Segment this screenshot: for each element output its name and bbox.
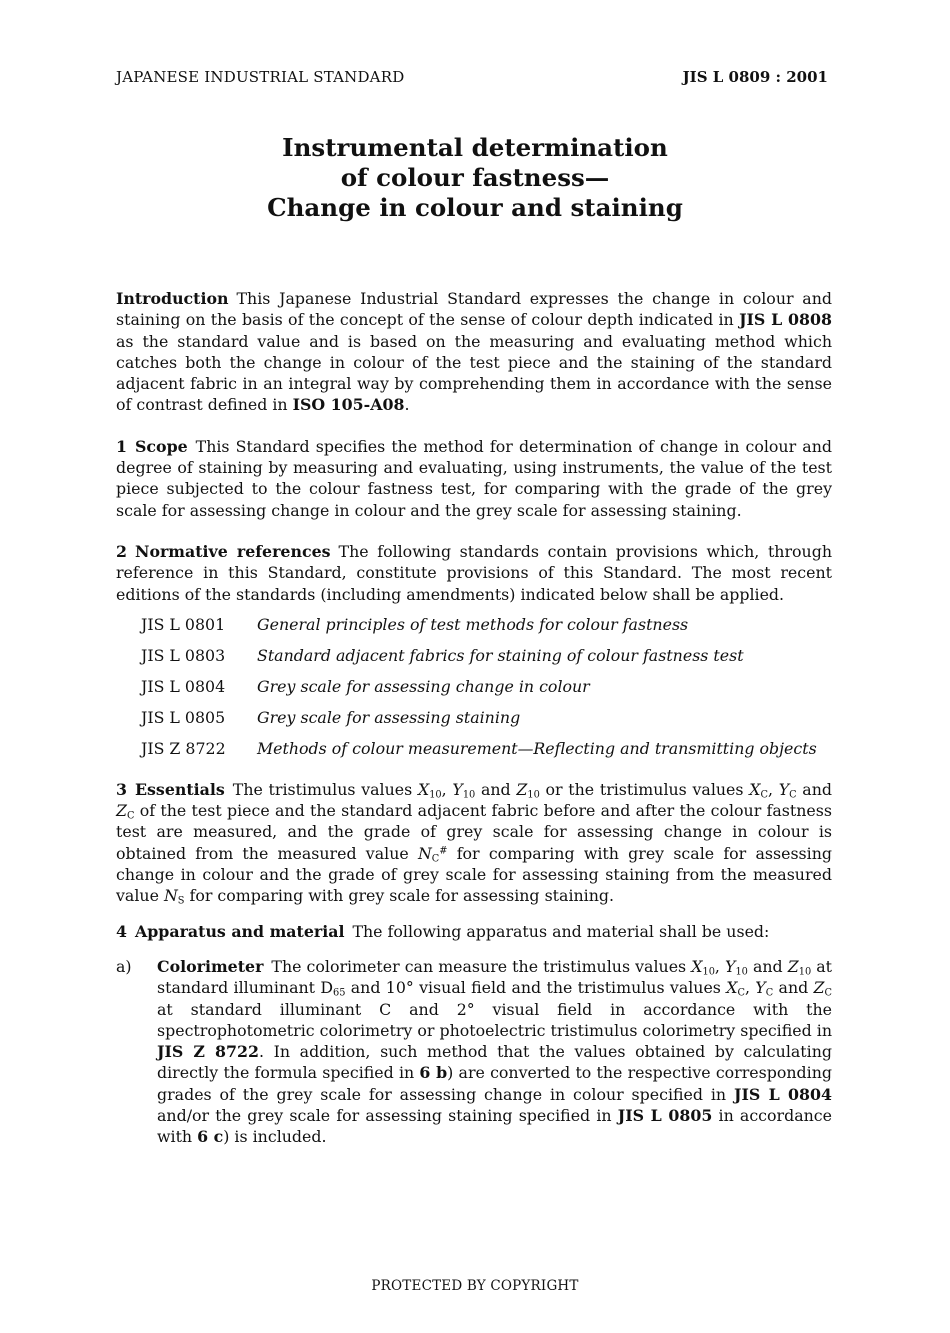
- reference-code: JIS Z 8722: [141, 738, 226, 758]
- reference-item: [141, 614, 832, 635]
- reference-item: [141, 645, 832, 666]
- reference-code: JIS L 0804: [141, 676, 226, 696]
- document-title: [0, 133, 950, 223]
- section-normative-references: 2 Normative references The following standards contain provisions which, through reference in this Standard, constitute provisions of this Standard. The most recent editions of the standards (including amendments) indicated below shall be applied.: [116, 541, 832, 604]
- reference-title: Methods of colour measurement—Reflecting and transmitting objects: [257, 738, 817, 758]
- reference-title: General principles of test methods for colour fastness: [257, 615, 689, 635]
- title-line-1: Instrumental determination: [282, 133, 668, 162]
- ref-jis-z-8722: JIS Z 8722: [157, 1042, 259, 1062]
- item-heading: Colorimeter: [157, 956, 264, 976]
- ref-jis-l-0808: JIS L 0808: [739, 310, 832, 330]
- section-scope: 1 Scope This Standard specifies the method for determination of change in colour and degree of staining by measuring and evaluating, using instruments, the value of the test piece subjected to the colour fastness test, for comparing with the grade of the grey scale for assessing change in colour and the grey scale for assessing staining.: [116, 436, 832, 520]
- ref-jis-l-0804: JIS L 0804: [733, 1084, 832, 1104]
- apparatus-item-colorimeter: [116, 956, 832, 1148]
- section-heading: Essentials: [135, 779, 225, 799]
- ref-clause-6c: 6 c: [197, 1127, 224, 1147]
- reference-title: Standard adjacent fabrics for staining of colour fastness test: [257, 646, 744, 666]
- item-text: Colorimeter The colorimeter can measure the tristimulus values $X_{10}$, $Y_{10}$ and $Z_{10}$ at standard illuminant $D_{65}$ and 10° visual field and the tristimulus values $X_C$, $Y_C$ and $Z_C$ at standard illuminant C and 2° visual field in accordance with the spectrophotometric colorimetry or photoelectric tristimulus colorimetry specified in JIS Z 8722. In addition, such method that the values obtained by calculating directly the formula specified in 6 b) are converted to the respective corresponding grades of the grey scale for assessing change in colour specified in JIS L 0804 and/or the grey scale for assessing staining specified in JIS L 0805 in accordance with 6 c) is included.: [157, 956, 833, 1147]
- section-number: 2: [116, 541, 127, 561]
- document-body: [116, 288, 832, 1148]
- header-standard-number: JIS L 0809 : 2001: [682, 68, 828, 86]
- reference-code: JIS L 0803: [141, 646, 226, 666]
- section-apparatus: 4 Apparatus and material The following apparatus and material shall be used:: [116, 921, 770, 941]
- section-essentials: 3 Essentials The tristimulus values $X_{10}$, $Y_{10}$ and $Z_{10}$ or the tristimulus values $X_C$, $Y_C$ and $Z_C$ of the test piece and the standard adjacent fabric before and after the colour fastness test are measured, and the grade of grey scale for assessing change in colour is obtained from the measured value $N_C^{\#}$ for comparing with grey scale for assessing change in colour and the grade of grey scale for assessing staining from the measured value $N_S$ for comparing with grey scale for assessing staining.: [116, 779, 833, 907]
- reference-list: [141, 614, 832, 758]
- reference-item: [141, 676, 832, 697]
- section-heading: Scope: [135, 436, 188, 456]
- reference-item: [141, 738, 832, 759]
- section-number: 1: [116, 436, 127, 456]
- title-line-3: Change in colour and staining: [267, 193, 683, 222]
- item-marker: a): [116, 956, 132, 976]
- reference-code: JIS L 0801: [141, 615, 226, 635]
- header-standard-type: JAPANESE INDUSTRIAL STANDARD: [116, 68, 405, 86]
- section-heading: Normative references: [135, 541, 331, 561]
- copyright-footer: PROTECTED BY COPYRIGHT: [371, 1278, 579, 1294]
- section-number: 4: [116, 921, 127, 941]
- ref-clause-6b: 6 b: [419, 1063, 448, 1083]
- title-line-2: of colour fastness—: [340, 163, 610, 192]
- introduction-label: Introduction: [116, 289, 229, 308]
- reference-code: JIS L 0805: [141, 707, 226, 727]
- reference-title: Grey scale for assessing staining: [257, 707, 521, 727]
- reference-title: Grey scale for assessing change in colour: [257, 676, 590, 696]
- ref-jis-l-0805: JIS L 0805: [617, 1106, 713, 1125]
- ref-iso-105-a08: ISO 105-A08: [292, 395, 405, 415]
- section-heading: Apparatus and material: [135, 921, 345, 941]
- introduction-paragraph: Introduction This Japanese Industrial Standard expresses the change in colour and staining on the basis of the concept of the sense of colour depth indicated in JIS L 0808 as the standard value and is based on the measuring and evaluating method which catches both the change in colour of the test piece and the staining of the standard adjacent fabric in an integral way by comprehending them in accordance with the sense of contrast defined in ISO 105-A08.: [116, 289, 832, 415]
- section-number: 3: [116, 779, 127, 799]
- reference-item: [141, 707, 832, 728]
